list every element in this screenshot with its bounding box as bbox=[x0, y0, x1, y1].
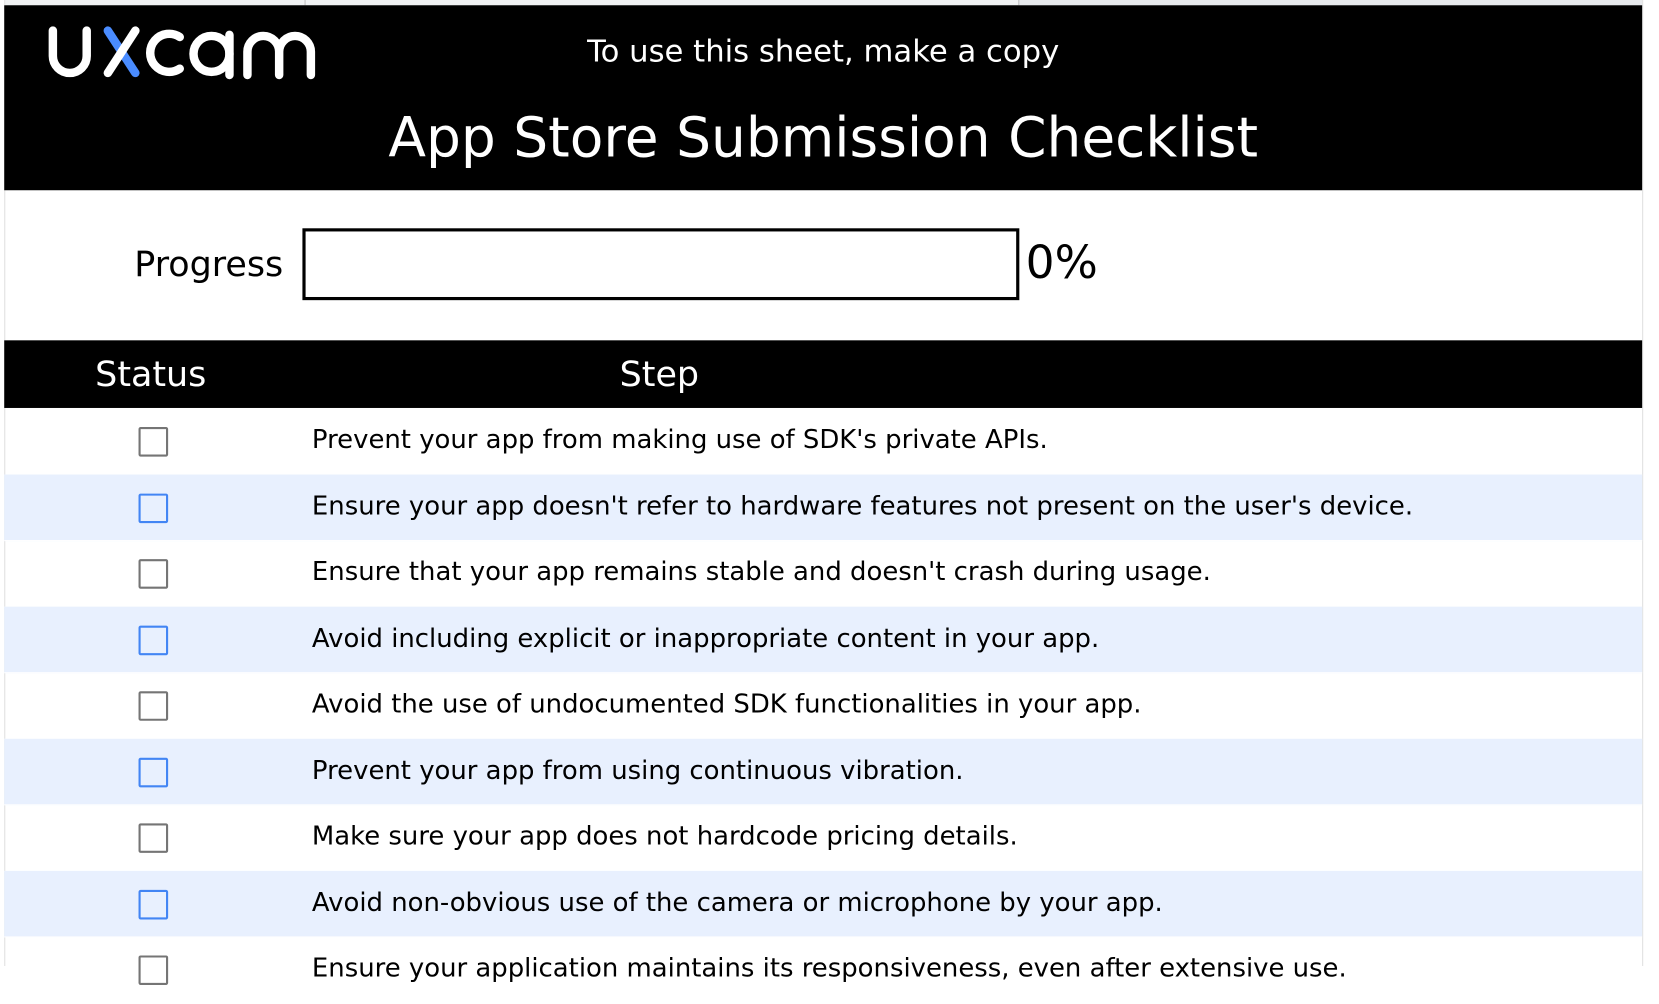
grid-right-column bbox=[1642, 0, 1659, 966]
table-row bbox=[4, 540, 1642, 607]
status-checkbox[interactable] bbox=[139, 625, 169, 655]
step-text: Avoid including explicit or inappropriate content in your app. bbox=[311, 621, 1100, 653]
status-checkbox[interactable] bbox=[139, 823, 169, 853]
status-checkbox[interactable] bbox=[139, 559, 169, 589]
table-row bbox=[4, 408, 1642, 475]
progress-bar bbox=[302, 228, 1019, 300]
step-text: Prevent your app from using continuous vibration. bbox=[311, 754, 964, 785]
status-checkbox[interactable] bbox=[139, 889, 169, 919]
step-text: Ensure your application maintains its responsiveness, even after extensive use. bbox=[311, 952, 1347, 983]
table-row bbox=[4, 672, 1642, 739]
column-header-status: Status bbox=[95, 353, 207, 395]
status-checkbox[interactable] bbox=[139, 427, 169, 457]
step-text: Make sure your app does not hardcode pricing details. bbox=[311, 820, 1018, 851]
step-text: Avoid the use of undocumented SDK functionalities in your app. bbox=[311, 688, 1142, 719]
table-row bbox=[4, 606, 1642, 673]
step-text: Avoid non-obvious use of the camera or microphone by your app. bbox=[311, 886, 1163, 917]
table-row bbox=[4, 738, 1642, 805]
page-title: App Store Submission Checklist bbox=[388, 106, 1259, 171]
status-checkbox[interactable] bbox=[139, 493, 169, 523]
column-header-step: Step bbox=[619, 353, 700, 395]
step-text: Ensure your app doesn't refer to hardware features not present on the user's device. bbox=[311, 489, 1414, 521]
status-checkbox[interactable] bbox=[139, 691, 169, 721]
table-row bbox=[4, 936, 1642, 1003]
table-row bbox=[4, 870, 1642, 937]
table-row bbox=[4, 474, 1642, 541]
status-checkbox[interactable] bbox=[139, 757, 169, 787]
table-header bbox=[4, 340, 1642, 408]
sheet-header bbox=[4, 5, 1642, 190]
progress-label: Progress bbox=[134, 243, 284, 285]
step-text: Prevent your app from making use of SDK's private APIs. bbox=[311, 423, 1048, 455]
copy-instruction: To use this sheet, make a copy bbox=[587, 32, 1060, 69]
progress-percent: 0% bbox=[1025, 236, 1098, 290]
status-checkbox[interactable] bbox=[139, 955, 169, 985]
table-row bbox=[4, 804, 1642, 871]
step-text: Ensure that your app remains stable and doesn't crash during usage. bbox=[311, 555, 1211, 587]
